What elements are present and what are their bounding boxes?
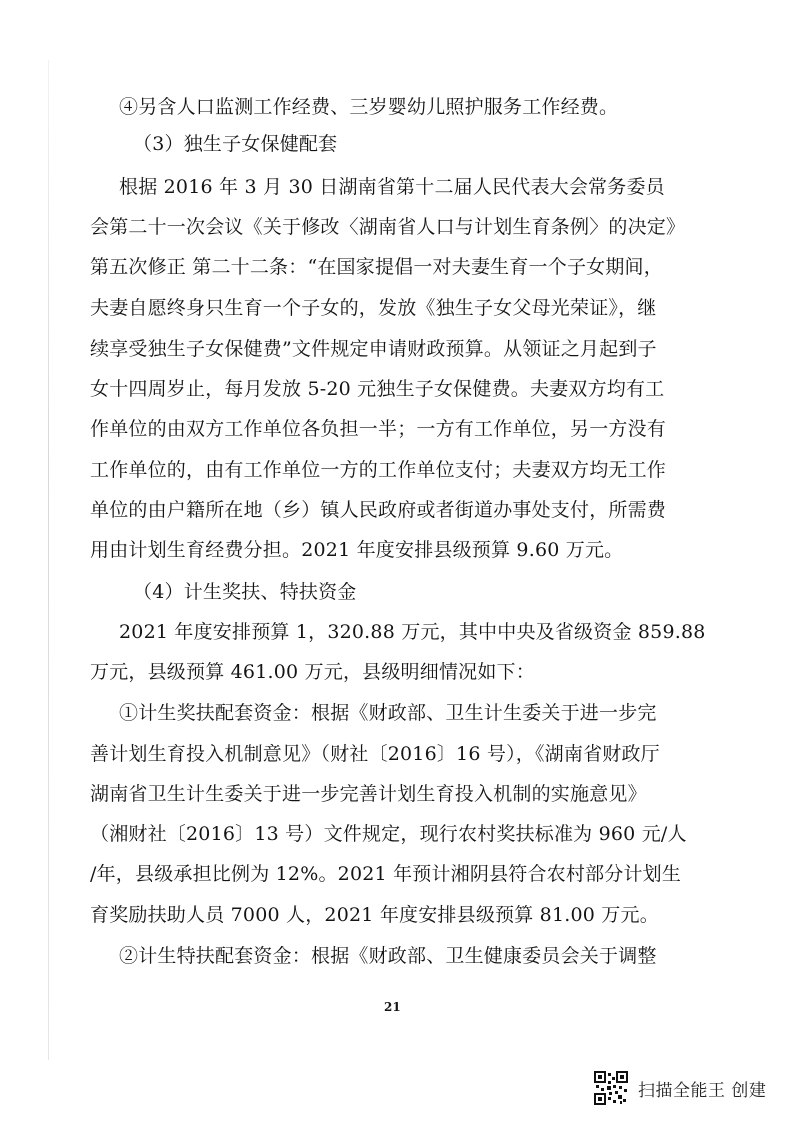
text-line: 育奖励扶助人员 7000 人，2021 年度安排县级预算 81.00 万元。 <box>90 904 659 926</box>
text-line: 女十四周岁止，每月发放 5-20 元独生子女保健费。夫妻双方均有工 <box>90 378 665 400</box>
text-line: 作单位的由双方工作单位各负担一半；一方有工作单位，另一方没有 <box>90 418 667 440</box>
text-line: 会第二十一次会议《关于修改〈湖南省人口与计划生育条例〉的决定》 <box>90 216 686 238</box>
text-line: 用由计划生育经费分担。2021 年度安排县级预算 9.60 万元。 <box>90 539 624 561</box>
text-line: /年，县级承担比例为 12%。2021 年预计湘阴县符合农村部分计划生 <box>90 863 682 885</box>
text-line: 善计划生育投入机制意见》（财社〔2016〕16 号），《湖南省财政厅 <box>90 743 660 765</box>
text-line: 根据 2016 年 3 月 30 日湖南省第十二届人民代表大会常务委员 <box>119 176 665 198</box>
text-line: ④另含人口监测工作经费、三岁婴幼儿照护服务工作经费。 <box>119 96 619 118</box>
text-line: （湘财社〔2016〕13 号）文件规定，现行农村奖扶标准为 960 元/人 <box>90 823 687 845</box>
section-heading: （3）独生子女保健配套 <box>133 133 338 155</box>
scanner-watermark <box>594 1068 766 1108</box>
text-line: 工作单位的，由有工作单位一方的工作单位支付；夫妻双方均无工作 <box>90 459 667 481</box>
text-line: 单位的由户籍所在地（乡）镇人民政府或者街道办事处支付，所需费 <box>90 499 667 521</box>
text-line: 2021 年度安排预算 1，320.88 万元，其中中央及省级资金 859.88 <box>119 621 706 643</box>
text-line: 续享受独生子女保健费”文件规定申请财政预算。从领证之月起到子 <box>90 338 657 360</box>
text-line: 第五次修正 第二十二条：“在国家提倡一对夫妻生育一个子女期间， <box>90 256 663 278</box>
scan-edge <box>48 60 49 1060</box>
text-line: 夫妻自愿终身只生育一个子女的，发放《独生子女父母光荣证》，继 <box>90 297 657 319</box>
text-line: ①计生奖扶配套资金：根据《财政部、卫生计生委关于进一步完 <box>119 702 657 724</box>
qr-code-icon <box>594 1071 628 1105</box>
page-number: 21 <box>384 1000 401 1014</box>
text-line: 湖南省卫生计生委关于进一步完善计划生育投入机制的实施意见》 <box>90 783 647 805</box>
text-line: ②计生特扶配套资金：根据《财政部、卫生健康委员会关于调整 <box>119 945 657 967</box>
watermark-text: 扫描全能王 创建 <box>638 1080 767 1101</box>
text-line: 万元，县级预算 461.00 万元，县级明细情况如下： <box>90 661 535 683</box>
section-heading: （4）计生奖扶、特扶资金 <box>133 581 357 603</box>
